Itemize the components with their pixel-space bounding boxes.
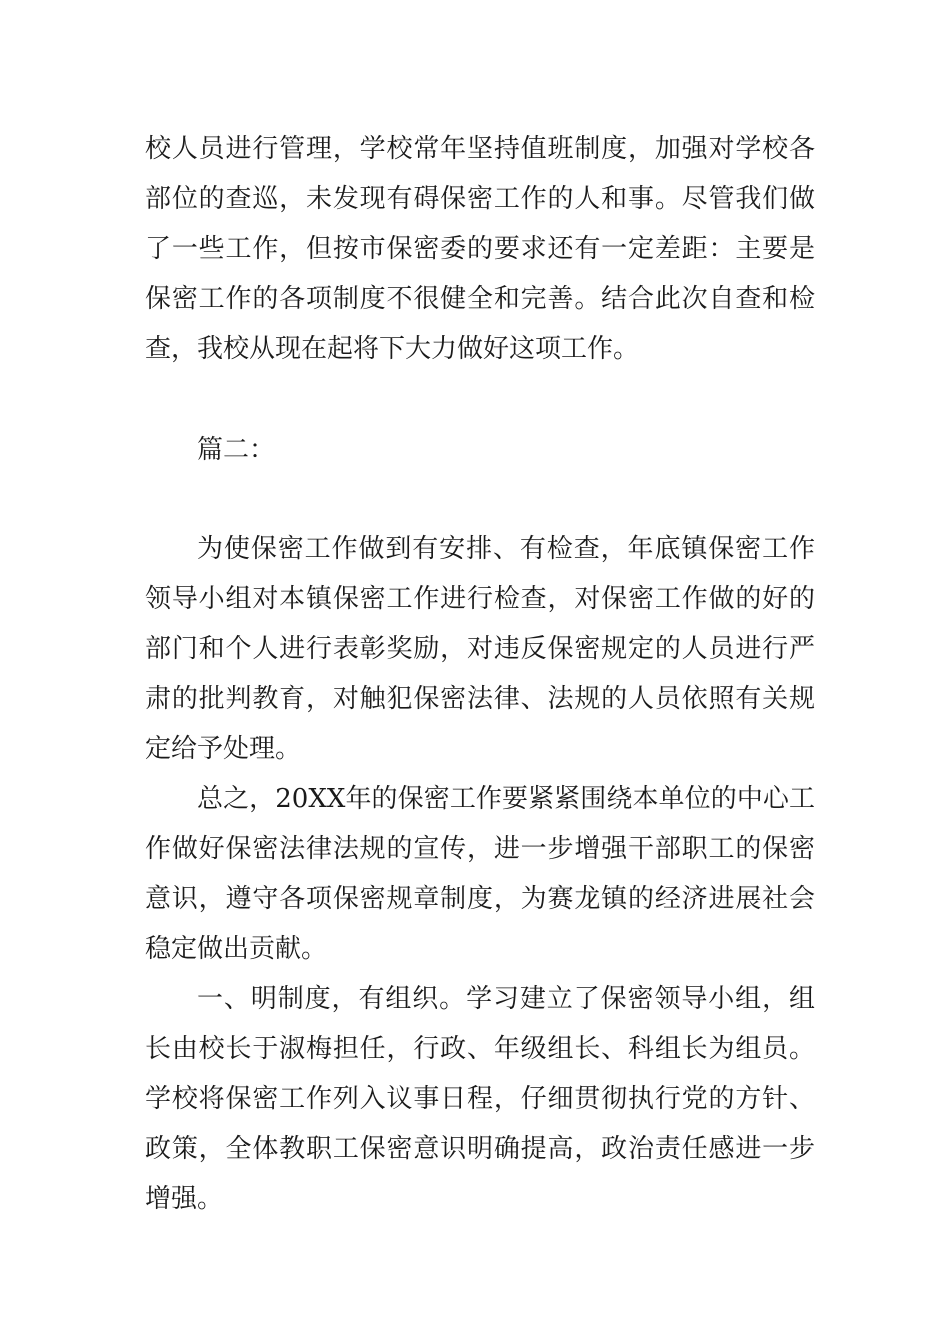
section-heading: 篇二： (197, 435, 276, 465)
paragraph-summary: 总之，20XX年的保密工作要紧紧围绕本单位的中心工作做好保密法律法规的宣传，进一步增强干部职工的保密意识，遵守各项保密规章制度，为赛龙镇的经济进展社会稳定做出贡献。 (145, 784, 815, 964)
paragraph-inspection: 为使保密工作做到有安排、有检查，年底镇保密工作领导小组对本镇保密工作进行检查，对保密工作做的好的部门和个人进行表彰奖励，对违反保密规定的人员进行严肃的批判教育，对触犯保密法律、法规的人员依照有关规定给予处理。 (145, 534, 815, 764)
paragraph-continuation: 校人员进行管理，学校常年坚持值班制度，加强对学校各部位的查巡，未发现有碍保密工作的人和事。尽管我们做了一些工作，但按市保密委的要求还有一定差距：主要是保密工作的各项制度不很健全和完善。结合此次自查和检查，我校从现在起将下大力做好这项工作。 (145, 134, 815, 364)
paragraph-organization: 一、明制度，有组织。学习建立了保密领导小组，组长由校长于淑梅担任，行政、年级组长、科组长为组员。学校将保密工作列入议事日程，仔细贯彻执行党的方针、政策，全体教职工保密意识明确提高，政治责任感进一步增强。 (145, 984, 815, 1214)
